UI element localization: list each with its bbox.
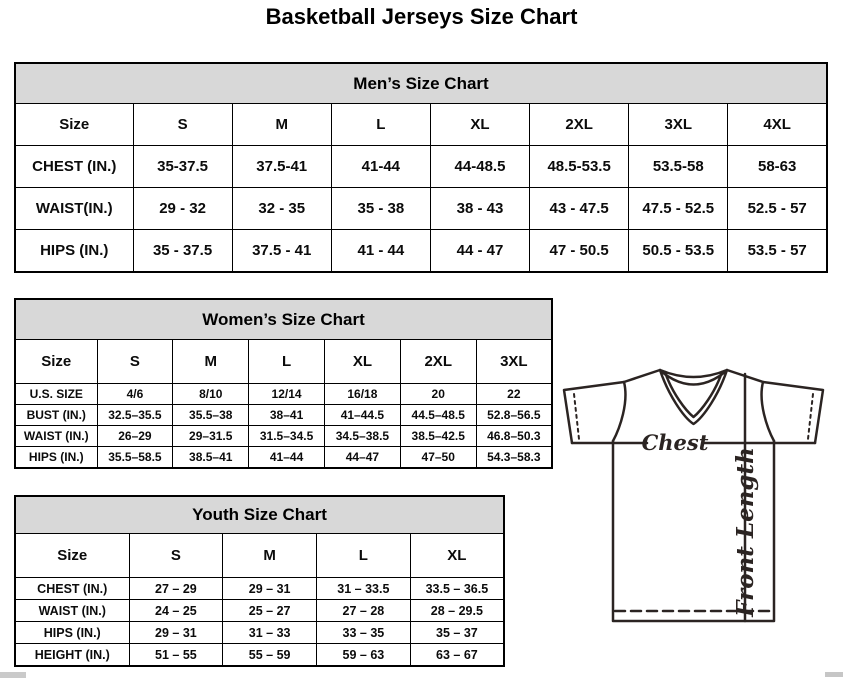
table-cell: 43 - 47.5 (530, 188, 629, 230)
table-cell: 58-63 (728, 146, 827, 188)
womens-column-header-row (15, 340, 552, 384)
table-cell: 37.5-41 (232, 146, 331, 188)
row-label: BUST (IN.) (15, 405, 97, 426)
table-cell: 59 – 63 (317, 644, 411, 667)
table-cell: 35 - 37.5 (133, 230, 232, 273)
table-cell: 24 – 25 (129, 600, 223, 622)
table-cell: 32.5–35.5 (97, 405, 173, 426)
column-header: Size (15, 534, 129, 578)
table-cell: 22 (476, 384, 552, 405)
table-row (15, 405, 552, 426)
section-title: Youth Size Chart (15, 496, 504, 534)
table-cell: 33 – 35 (317, 622, 411, 644)
table-cell: 47–50 (400, 447, 476, 469)
table-cell: 28 – 29.5 (410, 600, 504, 622)
horizontal-scrollbar-fragment[interactable] (0, 672, 26, 678)
table-cell: 29–31.5 (173, 426, 249, 447)
table-cell: 52.5 - 57 (728, 188, 827, 230)
column-header: 3XL (476, 340, 552, 384)
youth-column-header-row (15, 534, 504, 578)
table-cell: 29 – 31 (129, 622, 223, 644)
table-cell: 54.3–58.3 (476, 447, 552, 469)
table-cell: 48.5-53.5 (530, 146, 629, 188)
table-row (15, 384, 552, 405)
column-header: S (129, 534, 223, 578)
table-row (15, 188, 827, 230)
jersey-measurement-diagram (557, 350, 843, 650)
jersey-collar-back-curve (660, 370, 727, 377)
table-row (15, 426, 552, 447)
column-header: XL (324, 340, 400, 384)
table-cell: 31 – 33 (223, 622, 317, 644)
column-header: Size (15, 104, 133, 146)
row-label: HIPS (IN.) (15, 622, 129, 644)
table-cell: 51 – 55 (129, 644, 223, 667)
table-cell: 4/6 (97, 384, 173, 405)
row-label: WAIST(IN.) (15, 188, 133, 230)
table-cell: 32 - 35 (232, 188, 331, 230)
table-cell: 35 – 37 (410, 622, 504, 644)
jersey-right-cuff-dashed-line (808, 394, 813, 439)
table-cell: 63 – 67 (410, 644, 504, 667)
table-cell: 47.5 - 52.5 (629, 188, 728, 230)
table-cell: 31 – 33.5 (317, 578, 411, 600)
table-row (15, 146, 827, 188)
table-row (15, 622, 504, 644)
column-header: XL (430, 104, 529, 146)
mens-column-header-row (15, 104, 827, 146)
table-cell: 35.5–58.5 (97, 447, 173, 469)
jersey-left-armhole-seam (613, 382, 625, 441)
column-header: 3XL (629, 104, 728, 146)
womens-section-header (15, 299, 552, 340)
table-cell: 41 - 44 (331, 230, 430, 273)
jersey-right-armhole-seam (762, 382, 774, 441)
column-header: S (133, 104, 232, 146)
table-cell: 16/18 (324, 384, 400, 405)
table-row (15, 447, 552, 469)
table-cell: 41–44 (249, 447, 325, 469)
table-cell: 44-48.5 (430, 146, 529, 188)
table-cell: 47 - 50.5 (530, 230, 629, 273)
column-header: L (249, 340, 325, 384)
table-cell: 26–29 (97, 426, 173, 447)
row-label: HIPS (IN.) (15, 230, 133, 273)
table-row (15, 644, 504, 667)
row-label: WAIST (IN.) (15, 600, 129, 622)
column-header: L (317, 534, 411, 578)
column-header: Size (15, 340, 97, 384)
table-row (15, 578, 504, 600)
row-label: U.S. SIZE (15, 384, 97, 405)
row-label: HEIGHT (IN.) (15, 644, 129, 667)
mens-size-table (14, 62, 828, 273)
table-cell: 37.5 - 41 (232, 230, 331, 273)
table-cell: 12/14 (249, 384, 325, 405)
table-cell: 44–47 (324, 447, 400, 469)
youth-section-header (15, 496, 504, 534)
table-cell: 33.5 – 36.5 (410, 578, 504, 600)
table-cell: 27 – 29 (129, 578, 223, 600)
row-label: WAIST (IN.) (15, 426, 97, 447)
table-row (15, 600, 504, 622)
mens-section-header (15, 63, 827, 104)
row-label: CHEST (IN.) (15, 146, 133, 188)
table-cell: 35 - 38 (331, 188, 430, 230)
youth-size-table (14, 495, 505, 667)
column-header: M (223, 534, 317, 578)
section-title: Women’s Size Chart (15, 299, 552, 340)
table-cell: 20 (400, 384, 476, 405)
table-cell: 38–41 (249, 405, 325, 426)
table-cell: 44 - 47 (430, 230, 529, 273)
table-cell: 50.5 - 53.5 (629, 230, 728, 273)
table-cell: 38.5–42.5 (400, 426, 476, 447)
table-cell: 35-37.5 (133, 146, 232, 188)
column-header: M (173, 340, 249, 384)
table-cell: 29 - 32 (133, 188, 232, 230)
table-cell: 53.5-58 (629, 146, 728, 188)
chest-label: Chest (641, 430, 709, 455)
table-cell: 46.8–50.3 (476, 426, 552, 447)
table-cell: 44.5–48.5 (400, 405, 476, 426)
womens-size-table (14, 298, 553, 469)
row-label: HIPS (IN.) (15, 447, 97, 469)
table-cell: 31.5–34.5 (249, 426, 325, 447)
table-cell: 38.5–41 (173, 447, 249, 469)
column-header: 2XL (400, 340, 476, 384)
table-row (15, 230, 827, 273)
column-header: S (97, 340, 173, 384)
table-cell: 34.5–38.5 (324, 426, 400, 447)
column-header: 4XL (728, 104, 827, 146)
table-cell: 52.8–56.5 (476, 405, 552, 426)
horizontal-scrollbar-fragment[interactable] (825, 672, 843, 677)
table-cell: 38 - 43 (430, 188, 529, 230)
row-label: CHEST (IN.) (15, 578, 129, 600)
jersey-left-cuff-dashed-line (574, 394, 579, 439)
table-cell: 41–44.5 (324, 405, 400, 426)
table-cell: 55 – 59 (223, 644, 317, 667)
column-header: M (232, 104, 331, 146)
page-title: Basketball Jerseys Size Chart (265, 4, 578, 29)
jersey-diagram-svg (557, 350, 843, 650)
table-cell: 41-44 (331, 146, 430, 188)
table-cell: 27 – 28 (317, 600, 411, 622)
column-header: 2XL (530, 104, 629, 146)
column-header: L (331, 104, 430, 146)
table-cell: 53.5 - 57 (728, 230, 827, 273)
table-cell: 29 – 31 (223, 578, 317, 600)
column-header: XL (410, 534, 504, 578)
section-title: Men’s Size Chart (15, 63, 827, 104)
table-cell: 25 – 27 (223, 600, 317, 622)
front-length-label: Front Length (732, 447, 759, 617)
table-cell: 8/10 (173, 384, 249, 405)
table-cell: 35.5–38 (173, 405, 249, 426)
